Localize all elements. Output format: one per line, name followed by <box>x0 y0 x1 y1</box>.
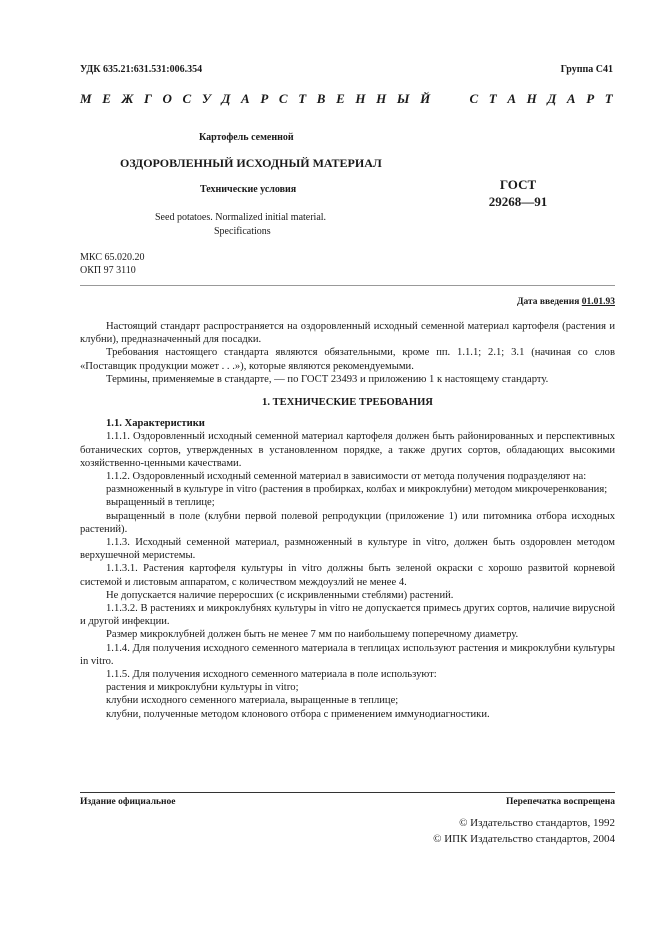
intro-paragraph: Настоящий стандарт распространяется на оздоровленный исходный семенной материал картофеля (растения и клубни), предназначенный для посадки. <box>80 321 615 346</box>
banner-letter: С <box>182 91 192 106</box>
effective-date-value: 01.01.93 <box>581 297 615 307</box>
mks-code: МКС 65.020.20 <box>80 252 145 263</box>
body-paragraph: Не допускается наличие переросших (с искривленными стеблями) растений. <box>106 589 454 601</box>
reprint-prohibited-label: Перепечатка воспрещена <box>505 797 615 807</box>
document-body <box>80 320 615 721</box>
body-paragraph: 1.1.3.1. Растения картофеля культуры in vitro должны быть зеленой окраски с хорошо развитой корневой системой и листовым аппаратом, с количеством междоузлий не менее 4. <box>80 563 615 588</box>
banner-letter: Й <box>420 91 431 106</box>
body-paragraph: 1.1.3. Исходный семенной материал, размноженный в культуре in vitro, должен быть оздоровлен методом верхушечной меристемы. <box>80 537 615 562</box>
banner-letter: Т <box>604 91 613 106</box>
banner-gap <box>441 91 459 107</box>
body-paragraph: выращенный в поле (клубни первой полевой репродукции (приложение 1) или питомника отбора исходных растений). <box>80 510 615 535</box>
banner-letter: А <box>507 91 517 106</box>
group-code: Группа С41 <box>560 64 613 75</box>
copyright-block <box>433 815 615 847</box>
banner-letter: А <box>241 91 250 106</box>
banner-letter: Д <box>221 91 231 106</box>
body-paragraph: 1.1.4. Для получения исходного семенного материала в теплицах используют растения и микроклубни культуры in vitro. <box>80 642 615 667</box>
body-paragraph: клубни исходного семенного материала, выращенные в теплице; <box>106 695 399 707</box>
copyright-line: © Издательство стандартов, 1992 <box>459 817 615 829</box>
okp-code: ОКП 97 3110 <box>80 265 136 276</box>
udk-code: УДК 635.21:631.531:006.354 <box>80 64 203 75</box>
banner-letter: С <box>469 91 479 106</box>
banner-letter: Т <box>488 91 497 106</box>
body-paragraph: 1.1.3.2. В растениях и микроклубнях культуры in vitro не допускается примесь других сортов, наличие вирусной и другой инфекции. <box>80 603 615 628</box>
official-edition-label: Издание официальное <box>80 797 176 807</box>
body-paragraph: выращенный в теплице; <box>106 497 215 509</box>
banner-letter: Е <box>102 91 111 106</box>
gost-label: ГОСТ <box>499 177 537 192</box>
gost-designation <box>478 176 558 210</box>
banner-letter: У <box>201 91 211 106</box>
intro-paragraph: Требования настоящего стандарта являются обязательными, кроме пп. 1.1.1; 2.1; 3.1 (начиная со слов «Поставщик продукции может . . .»), которые являются рекомендуемыми. <box>80 347 615 372</box>
body-paragraph: 1.1.1. Оздоровленный исходный семенной материал картофеля должен быть районированных и перспективных ботанических сортов, утвержденных в установленном порядке, а также других сортов, обладающих высокими хозяйственно-ценными качествами. <box>80 431 615 469</box>
banner-letter: Ж <box>121 91 134 106</box>
banner-letter: Е <box>336 91 345 106</box>
document-subtitle: Технические условия <box>200 184 297 195</box>
banner-letter: Ы <box>396 91 410 106</box>
document-title: ОЗДОРОВЛЕННЫЙ ИСХОДНЫЙ МАТЕРИАЛ <box>120 156 382 170</box>
body-paragraph: размноженный в культуре in vitro (растения в пробирках, колбах и микроклубни) методом микрочеренкования; <box>106 484 608 496</box>
copyright-line: © ИПК Издательство стандартов, 2004 <box>433 833 615 845</box>
effective-date-label: Дата введения <box>516 297 580 307</box>
banner-letter: Г <box>144 91 152 106</box>
standard-banner <box>80 91 613 107</box>
banner-letter: Р <box>586 91 595 106</box>
body-paragraph: клубни, полученные методом клонового отбора с применением иммунодиагностики. <box>106 708 490 720</box>
banner-letter: В <box>316 91 326 106</box>
section-heading: 1. ТЕХНИЧЕСКИЕ ТРЕБОВАНИЯ <box>262 397 433 409</box>
body-paragraph: Размер микроклубней должен быть не менее 7 мм по наибольшему поперечному диаметру. <box>106 629 519 641</box>
english-title: Seed potatoes. Normalized initial material. <box>155 212 327 223</box>
banner-letter: Р <box>260 91 269 106</box>
banner-letter: А <box>566 91 576 106</box>
effective-date <box>517 297 615 307</box>
banner-letter: Н <box>355 91 366 106</box>
banner-letter: Н <box>526 91 537 106</box>
body-paragraph: 1.1.2. Оздоровленный исходный семенной материал в зависимости от метода получения подразделяют на: <box>106 471 587 483</box>
product-name: Картофель семенной <box>199 132 294 143</box>
classification-codes <box>80 251 144 277</box>
banner-letter: О <box>162 91 172 106</box>
banner-letter: С <box>278 91 288 106</box>
english-subtitle: Specifications <box>214 226 271 237</box>
intro-paragraph: Термины, применяемые в стандарте, — по ГОСТ 23493 и приложению 1 к настоящему стандарту. <box>106 373 549 385</box>
banner-letter: М <box>80 91 92 106</box>
banner-letter: Т <box>298 91 307 106</box>
banner-letter: Н <box>376 91 387 106</box>
body-paragraph: 1.1.5. Для получения исходного семенного материала в поле используют: <box>106 669 437 681</box>
subsection-heading: 1.1. Характеристики <box>106 418 205 430</box>
banner-letter: Д <box>547 91 557 106</box>
header-divider <box>80 285 615 286</box>
gost-number: 29268—91 <box>488 194 548 209</box>
footer-divider <box>80 792 615 793</box>
body-paragraph: растения и микроклубни культуры in vitro; <box>106 682 299 694</box>
